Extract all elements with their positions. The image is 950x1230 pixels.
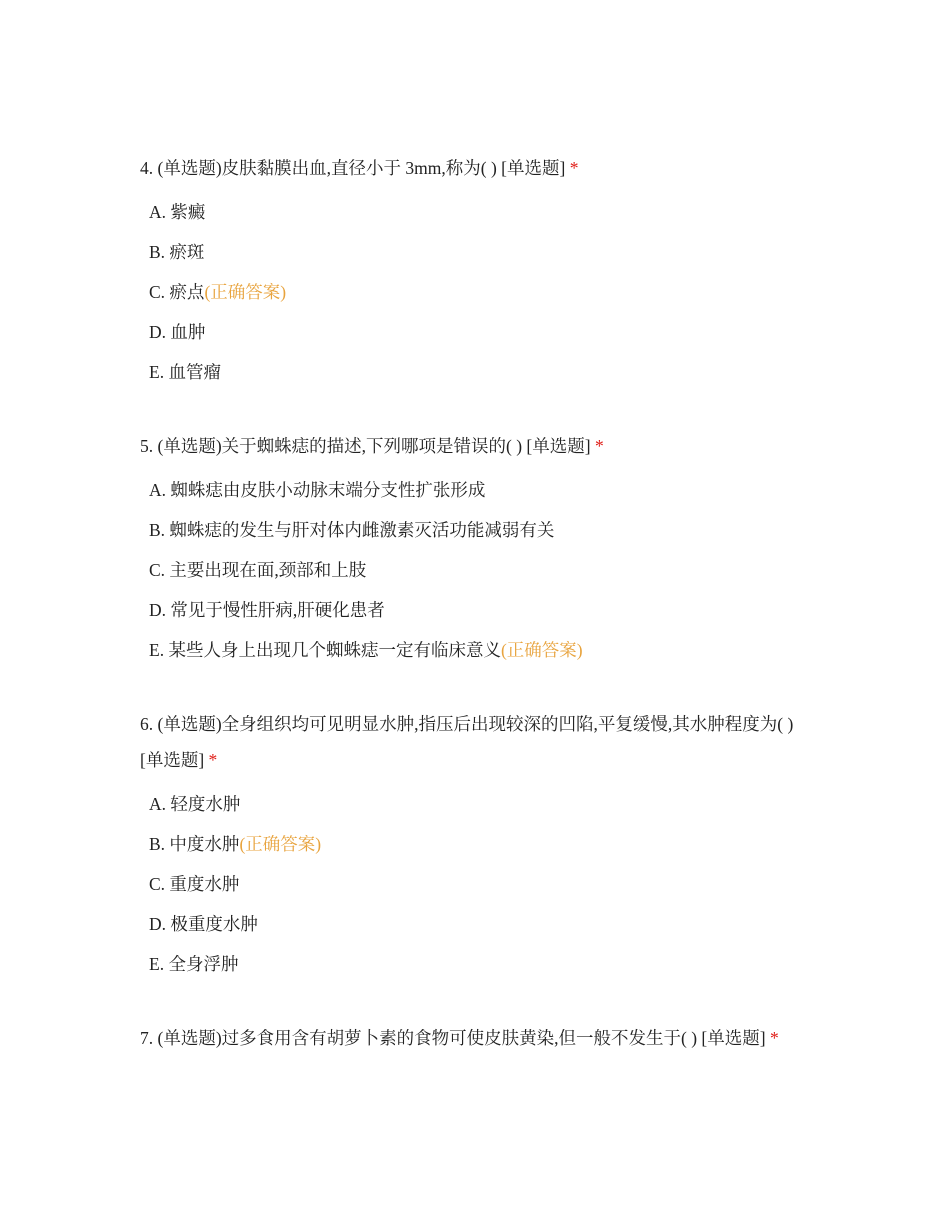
- option-label: E. 全身浮肿: [149, 954, 239, 974]
- option-label: C. 主要出现在面,颈部和上肢: [149, 560, 367, 580]
- question-title: [140, 1020, 812, 1056]
- option-label: B. 中度水肿: [149, 834, 240, 854]
- option-a[interactable]: [149, 192, 812, 232]
- required-star: *: [594, 436, 604, 456]
- question-title: [140, 428, 812, 464]
- option-a[interactable]: [149, 470, 812, 510]
- required-star: *: [569, 158, 579, 178]
- questionnaire-page: [140, 150, 812, 1092]
- option-d[interactable]: [149, 590, 812, 630]
- option-e[interactable]: [149, 630, 812, 670]
- option-label: E. 血管瘤: [149, 362, 221, 382]
- option-label: E. 某些人身上出现几个蜘蛛痣一定有临床意义: [149, 640, 501, 660]
- option-label: B. 瘀斑: [149, 242, 205, 262]
- correct-answer-tag: (正确答案): [239, 834, 322, 854]
- question-6: [140, 706, 812, 984]
- option-list: [140, 470, 812, 670]
- question-title: [140, 150, 812, 186]
- option-label: B. 蜘蛛痣的发生与肝对体内雌激素灭活功能减弱有关: [149, 520, 555, 540]
- question-text: 5. (单选题)关于蜘蛛痣的描述,下列哪项是错误的( ) [单选题]: [140, 436, 591, 456]
- question-text: 7. (单选题)过多食用含有胡萝卜素的食物可使皮肤黄染,但一般不发生于( ) [单选题]: [140, 1028, 766, 1048]
- correct-answer-tag: (正确答案): [500, 640, 583, 660]
- correct-answer-tag: (正确答案): [204, 282, 287, 302]
- option-a[interactable]: [149, 784, 812, 824]
- option-label: A. 蜘蛛痣由皮肤小动脉末端分支性扩张形成: [149, 480, 486, 500]
- question-text: 4. (单选题)皮肤黏膜出血,直径小于 3mm,称为( ) [单选题]: [140, 158, 566, 178]
- option-d[interactable]: [149, 312, 812, 352]
- option-label: D. 血肿: [149, 322, 206, 342]
- question-title: [140, 706, 812, 778]
- option-list: [140, 192, 812, 392]
- question-5: [140, 428, 812, 670]
- option-b[interactable]: [149, 824, 812, 864]
- option-e[interactable]: [149, 352, 812, 392]
- option-b[interactable]: [149, 232, 812, 272]
- question-text: 6. (单选题)全身组织均可见明显水肿,指压后出现较深的凹陷,平复缓慢,其水肿程度为( ) [单选题]: [140, 714, 794, 770]
- question-7: [140, 1020, 812, 1056]
- option-d[interactable]: [149, 904, 812, 944]
- option-c[interactable]: [149, 864, 812, 904]
- option-label: A. 轻度水肿: [149, 794, 241, 814]
- option-label: C. 重度水肿: [149, 874, 240, 894]
- option-list: [140, 784, 812, 984]
- required-star: *: [208, 750, 218, 770]
- option-label: A. 紫癜: [149, 202, 206, 222]
- option-label: D. 常见于慢性肝病,肝硬化患者: [149, 600, 385, 620]
- option-b[interactable]: [149, 510, 812, 550]
- option-label: C. 瘀点: [149, 282, 205, 302]
- required-star: *: [769, 1028, 779, 1048]
- option-c[interactable]: [149, 272, 812, 312]
- option-label: D. 极重度水肿: [149, 914, 258, 934]
- option-e[interactable]: [149, 944, 812, 984]
- question-4: [140, 150, 812, 392]
- option-c[interactable]: [149, 550, 812, 590]
